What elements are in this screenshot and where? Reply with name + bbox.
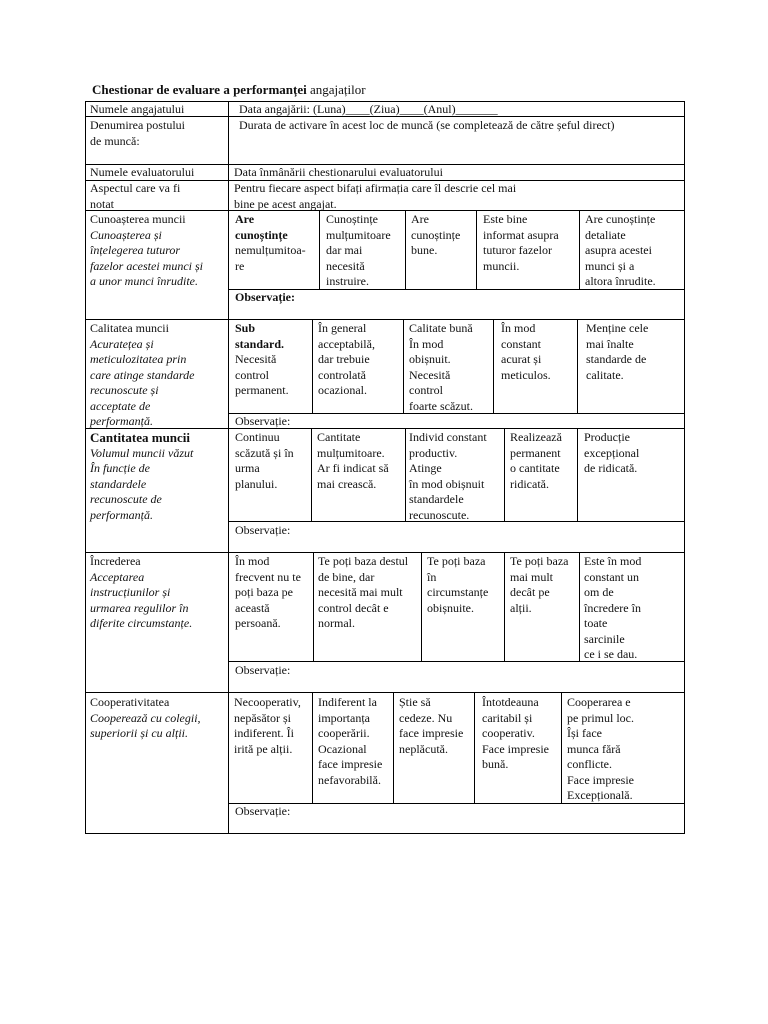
rating-option[interactable]: Întotdeauna caritabil și cooperativ. Face impresie bună. bbox=[482, 695, 549, 771]
column-divider bbox=[577, 428, 578, 521]
criterion-knowledge-label: Cunoașterea muncii Cunoașterea și înțelegerea tuturor fazelor acestei munci și a unor munci înrudite. bbox=[90, 212, 203, 288]
column-divider bbox=[474, 692, 475, 803]
employee-name-label: Numele angajatului bbox=[90, 102, 185, 116]
criterion-quality-label: Calitatea muncii Acuratețea și meticulozitatea prin care atinge standarde recunoscute și acceptate de performanță. bbox=[90, 321, 195, 428]
hire-date-field: Data angajării: (Luna)____(Ziua)____(Anul)_______ bbox=[239, 102, 498, 116]
column-divider bbox=[421, 552, 422, 661]
rating-option[interactable]: În mod constant acurat și meticulos. bbox=[501, 321, 551, 382]
observation-field[interactable]: Observație: bbox=[235, 523, 291, 537]
rating-option[interactable]: Continuu scăzută și în urma planului. bbox=[235, 430, 294, 491]
column-divider bbox=[312, 319, 313, 413]
rating-option[interactable]: Necooperativ, nepăsător și indiferent. Îi irită pe alții. bbox=[234, 695, 301, 756]
rating-option[interactable]: Menține cele mai înalte standarde de calitate. bbox=[586, 321, 649, 382]
row-divider bbox=[85, 552, 685, 553]
row-divider bbox=[85, 692, 685, 693]
column-divider bbox=[313, 552, 314, 661]
rating-option[interactable]: În general acceptabilă, dar trebuie controlată ocazional. bbox=[318, 321, 375, 397]
title-bold: Chestionar de evaluare a performanței bbox=[92, 82, 307, 97]
rating-option[interactable]: Calitate bună În mod obișnuit. Necesită control foarte scăzut. bbox=[409, 321, 473, 413]
criterion-trust-label: Încrederea Acceptarea instrucțiunilor și urmarea regulilor în diferite circumstanțe. bbox=[90, 554, 193, 630]
evaluator-name-label: Numele evaluatorului bbox=[90, 165, 195, 179]
aspect-label: Aspectul care va fi notat bbox=[90, 181, 181, 211]
criterion-cooperation-label: Cooperativitatea Cooperează cu colegii, superiorii și cu alții. bbox=[90, 695, 201, 740]
rating-option[interactable]: Te poți baza destul de bine, dar necesită mai mult control decât e normal. bbox=[318, 554, 409, 630]
rating-option[interactable]: Individ constant productiv. Atinge în mod obișnuit standardele recunoscute. bbox=[409, 430, 487, 522]
rating-option[interactable]: Are cunoștințe bune. bbox=[411, 212, 461, 257]
activity-duration-field: Durata de activare în acest loc de muncă (se completează de către șeful direct) bbox=[239, 118, 615, 132]
criterion-quantity-label: Cantitatea muncii Volumul muncii văzut În funcție de standardele recunoscute de performanță. bbox=[90, 430, 194, 522]
column-divider bbox=[393, 692, 394, 803]
rating-option[interactable]: Este în mod constant un om de încredere în toate sarcinile ce i se dau. bbox=[584, 554, 642, 661]
position-label: Denumirea postului de muncă: bbox=[90, 118, 185, 148]
rating-option[interactable]: Are cunoștințe detaliate asupra acestei munci și a altora înrudite. bbox=[585, 212, 656, 288]
rating-option[interactable]: Te poți baza mai mult decât pe alții. bbox=[510, 554, 569, 615]
column-divider bbox=[577, 319, 578, 413]
column-divider bbox=[312, 692, 313, 803]
column-divider bbox=[228, 101, 229, 834]
title-rest: angajaților bbox=[309, 82, 366, 97]
observation-field[interactable]: Observație: bbox=[235, 290, 295, 304]
column-divider bbox=[579, 552, 580, 661]
observation-field[interactable]: Observație: bbox=[235, 414, 291, 428]
rating-option[interactable]: Sub standard. Necesită control permanent. bbox=[235, 321, 289, 397]
rating-option[interactable]: Producție excepțional de ridicată. bbox=[584, 430, 640, 475]
rating-option[interactable]: Este bine informat asupra tuturor fazelor muncii. bbox=[483, 212, 559, 273]
rating-option[interactable]: Cooperarea e pe primul loc. Își face munca fără conflicte. Face impresie Excepțională. bbox=[567, 695, 634, 802]
column-divider bbox=[403, 319, 404, 413]
rating-option[interactable]: Te poți baza în circumstanțe obișnuite. bbox=[427, 554, 489, 615]
column-divider bbox=[504, 552, 505, 661]
column-divider bbox=[405, 210, 406, 289]
column-divider bbox=[476, 210, 477, 289]
observation-field[interactable]: Observație: bbox=[235, 663, 291, 677]
column-divider bbox=[319, 210, 320, 289]
rating-option[interactable]: Indiferent la importanța cooperării. Ocazional face impresie nefavorabilă. bbox=[318, 695, 383, 787]
column-divider bbox=[405, 428, 406, 521]
rating-option[interactable]: Știe să cedeze. Nu face impresie neplăcută. bbox=[399, 695, 464, 756]
column-divider bbox=[579, 210, 580, 289]
column-divider bbox=[504, 428, 505, 521]
rating-option[interactable]: Cunoștințe mulțumitoare dar mai necesită instruire. bbox=[326, 212, 391, 288]
handover-date-label: Data înmânării chestionarului evaluatorului bbox=[234, 165, 443, 179]
rating-option[interactable]: Realizează permanent o cantitate ridicată. bbox=[510, 430, 562, 491]
column-divider bbox=[311, 428, 312, 521]
observation-field[interactable]: Observație: bbox=[235, 804, 291, 818]
column-divider bbox=[561, 692, 562, 803]
row-divider bbox=[85, 319, 685, 320]
rating-option[interactable]: Are cunoștințe nemulțumitoa- re bbox=[235, 212, 306, 273]
page-title bbox=[92, 82, 366, 98]
column-divider bbox=[493, 319, 494, 413]
rating-option[interactable]: În mod frecvent nu te poți baza pe această persoană. bbox=[235, 554, 301, 630]
rating-option[interactable]: Cantitate mulțumitoare. Ar fi indicat să mai crească. bbox=[317, 430, 389, 491]
instruction-text: Pentru fiecare aspect bifați afirmația care îl descrie cel mai bine pe acest angajat. bbox=[234, 181, 517, 211]
